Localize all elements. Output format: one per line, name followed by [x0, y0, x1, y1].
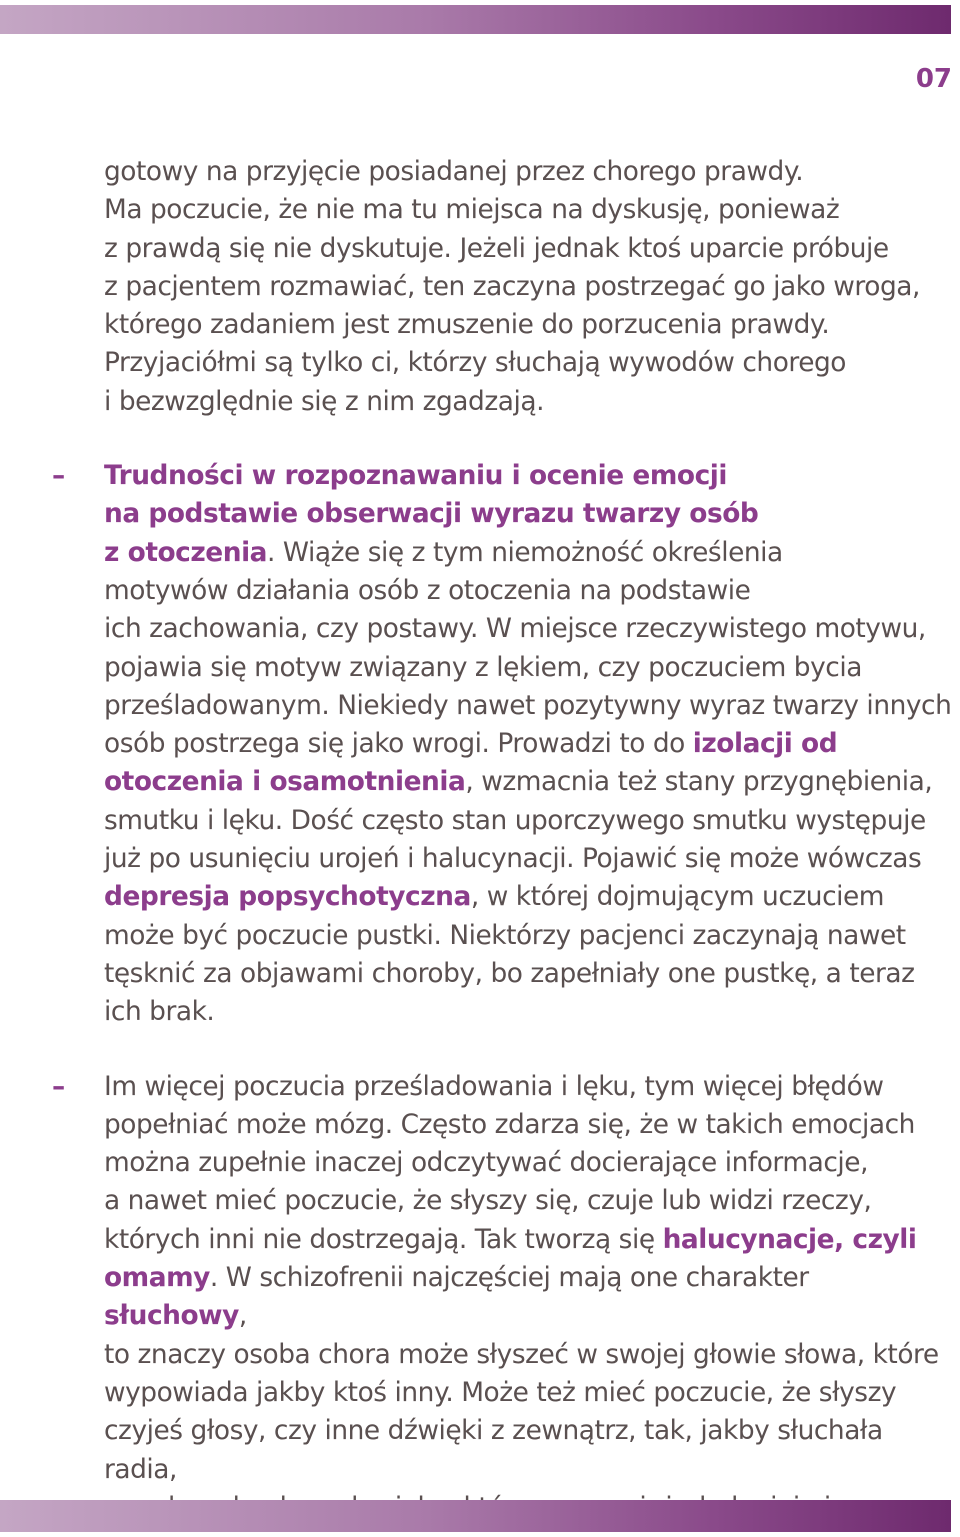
text-line: . Wiąże się z tym niemożność określenia — [267, 536, 783, 568]
text-line: z prawdą się nie dyskutuje. Jeżeli jednak ktoś uparcie próbuje — [104, 232, 889, 264]
text-line: i bezwzględnie się z nim zgadzają. — [104, 385, 545, 417]
highlight-term: omamy — [104, 1262, 210, 1294]
paragraph-spacer — [104, 1032, 952, 1068]
bullet-dash: – — [52, 1070, 65, 1102]
text-line: Ma poczucie, że nie ma tu miejsca na dyskusję, ponieważ — [104, 194, 840, 226]
bullet-dash: – — [52, 460, 65, 492]
text-line: z pacjentem rozmawiać, ten zaczyna postrzegać go jako wroga, — [104, 270, 920, 302]
top-decorative-band — [0, 5, 951, 34]
text-line: . W schizofrenii najczęściej mają one charakter — [209, 1262, 809, 1294]
highlight-term: halucynacje, czyli — [662, 1223, 917, 1255]
bullet-item-hallucinations — [52, 1068, 952, 1528]
text-line: wypowiada jakby ktoś inny. Może też mieć poczucie, że słyszy — [104, 1376, 897, 1408]
text-line: ich brak. — [104, 996, 215, 1028]
text-line: , w której dojmującym uczuciem — [470, 881, 885, 913]
page-body — [52, 153, 952, 1527]
highlight-heading: na podstawie obserwacji wyrazu twarzy osób — [104, 498, 759, 530]
paragraph-continuation — [104, 153, 952, 421]
highlight-term: otoczenia i osamotnienia — [104, 766, 466, 798]
text-line: popełniać może mózg. Często zdarza się, że w takich emocjach — [104, 1108, 915, 1140]
text-line: których inni nie dostrzegają. Tak tworzą się — [104, 1223, 663, 1255]
text-line: , — [238, 1300, 247, 1332]
text-line: smutku i lęku. Dość często stan uporczywego smutku występuje — [104, 804, 926, 836]
text-line: czyjeś głosy, czy inne dźwięki z zewnątrz, tak, jakby słuchała radia, — [104, 1415, 883, 1485]
highlight-term: słuchowy — [104, 1300, 239, 1332]
text-line: motywów działania osób z otoczenia na podstawie — [104, 574, 751, 606]
text-line: a nawet mieć poczucie, że słyszy się, czuje lub widzi rzeczy, — [104, 1185, 872, 1217]
text-line: Im więcej poczucia prześladowania i lęku, tym więcej błędów — [104, 1070, 884, 1102]
bottom-decorative-band — [0, 1500, 951, 1532]
highlight-heading: Trudności w rozpoznawaniu i ocenie emocji — [104, 460, 727, 492]
highlight-term: depresja popsychotyczna — [104, 881, 471, 913]
text-line: tęsknić za objawami choroby, bo zapełniały one pustkę, a teraz — [104, 957, 915, 989]
page-number: 07 — [915, 64, 952, 94]
text-line: ich zachowania, czy postawy. W miejsce rzeczywistego motywu, — [104, 613, 926, 645]
text-line: , wzmacnia też stany przygnębienia, — [465, 766, 933, 798]
text-line: to znaczy osoba chora może słyszeć w swojej głowie słowa, które — [104, 1338, 939, 1370]
paragraph-spacer — [104, 421, 952, 457]
highlight-term: izolacji od — [692, 728, 838, 760]
text-line: pojawia się motyw związany z lękiem, czy poczuciem bycia — [104, 651, 862, 683]
text-line: może być poczucie pustki. Niektórzy pacjenci zaczynają nawet — [104, 919, 906, 951]
text-line: prześladowanym. Niekiedy nawet pozytywny wyraz twarzy innych — [104, 689, 952, 721]
highlight-heading: z otoczenia — [104, 536, 268, 568]
text-line: którego zadaniem jest zmuszenie do porzucenia prawdy. — [104, 309, 830, 341]
text-line: można zupełnie inaczej odczytywać docierające informacje, — [104, 1147, 869, 1179]
text-line: gotowy na przyjęcie posiadanej przez chorego prawdy. — [104, 156, 804, 187]
text-line: już po usunięciu urojeń i halucynacji. Pojawić się może wówczas — [104, 843, 922, 875]
bullet-item-emotion-recognition — [52, 457, 952, 1031]
text-line: osób postrzega się jako wrogi. Prowadzi to do — [104, 728, 693, 760]
text-line: Przyjaciółmi są tylko ci, którzy słuchają wywodów chorego — [104, 347, 846, 379]
